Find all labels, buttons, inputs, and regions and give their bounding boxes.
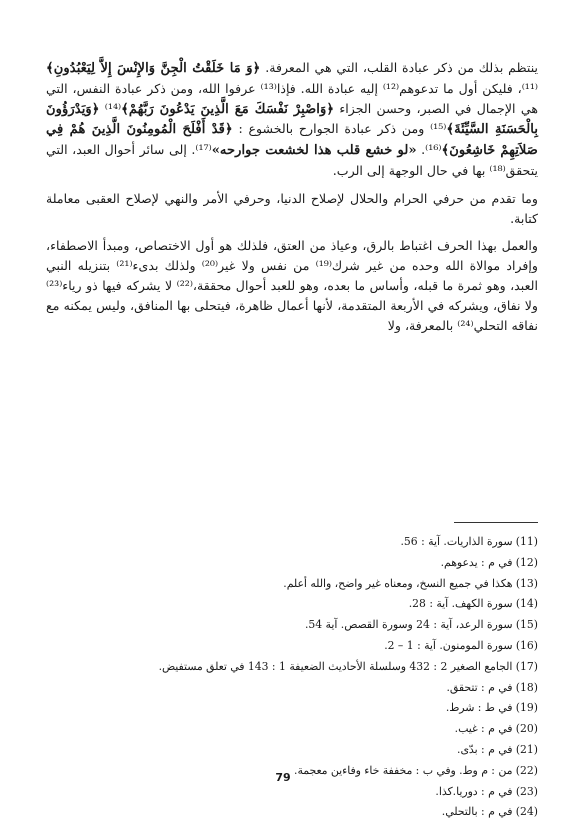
footnote-item: (22) من : م وط. وفي ب : مخففة خاء وفاءين معجمة.	[294, 763, 538, 777]
text-run: ⁽¹¹⁾، فليكن أول ما تدعوهم⁽¹²⁾ إليه عبادة الله. فإذا⁽¹³⁾ عرفوا الله، ومن ذكر عبادة النفس، التي هي الإجمال في الصبر، وحسن الجزاء	[46, 80, 538, 116]
footnote-item: (11) سورة الذاريات. آية : 56.	[400, 535, 538, 548]
quran-verse: ﴿قَدْ أَفْلَحَ الْمُومِنُونَ الَّذِينَ هُمْ فِي صَلاَتِهِمْ خَاشِعُونَ﴾	[46, 122, 539, 159]
quran-verse: ﴿وَيَدْرَؤُونَ بِالْحَسَنَةِ السَّيِّئَةَ﴾	[46, 101, 538, 138]
footnote-item: (23) في م : دوريا.كذا.	[435, 784, 538, 798]
paragraph-1	[46, 58, 538, 181]
footnote-item: (12) في م : يدعوهم.	[440, 555, 538, 569]
footnote-item: (15) سورة الرعد، آية : 24 وسورة القصص. آية 54.	[304, 618, 538, 632]
page-number: 79	[275, 771, 291, 784]
footnote-separator	[454, 522, 538, 523]
hadith-quote: «لو خشع قلب هذا لخشعت جوارحه»	[211, 143, 417, 159]
text-run: ⁽¹⁴⁾	[99, 100, 122, 116]
footnote-item: (18) في م : تتحقق.	[446, 680, 538, 694]
footnote-item: (21) في م : بدّى.	[457, 742, 538, 756]
footnote-item: (24) في م : بالتحلي.	[441, 805, 538, 819]
footnote-item: (19) في ط : شرط.	[445, 701, 538, 715]
quran-verse: ﴿وَاصْبِرْ نَفْسَكَ مَعَ الَّذِينَ يَدْعُونَ رَبَّهُمْ﴾	[121, 101, 335, 117]
footnote-item: (16) سورة المومنون. آية : 1 – 2.	[384, 638, 538, 652]
text-run: ⁽¹⁶⁾.	[416, 142, 442, 158]
text-run: ⁽¹⁵⁾ ومن ذكر عبادة الجوارح بالخشوع :	[232, 121, 447, 137]
paragraph-2: وما تقدم من حرفي الحرام والحلال لإصلاح الدنيا، وحرفي الأمر والنهي لإصلاح العقبى معاملة كتابة.	[46, 190, 538, 226]
footnote-item: (20) في م : غيب.	[454, 722, 538, 736]
text-run: ينتظم بذلك من ذكر عبادة القلب، التي هي المعرفة.	[260, 60, 539, 75]
quran-verse: ﴿وَ مَا خَلَقْتُ الْجِنَّ وَالإِنْسَ إِلاَّ لِيَعْبُدُونِ﴾	[46, 61, 261, 76]
footnote-item: (17) الجامع الصغير 2 : 432 وسلسلة الأحاديث الضعيفة 1 : 143 في تعلق مستفيض.	[158, 659, 538, 673]
text-run: ⁽¹⁷⁾. إلى سائر أحوال العبد، التي يتحقق⁽¹⁸⁾ بها في حال الوجهة إلى الرب.	[46, 142, 538, 178]
main-text	[46, 58, 538, 343]
footnote-item: (14) سورة الكهف. آية : 28.	[408, 597, 538, 611]
paragraph-3: والعمل بهذا الحرف اغتباط بالرق، وعياذ من العتق، فلذلك هو أول الاختصاص، ومبدأ الاصطفاء، وإفراد موالاة الله وحده من غير شرك⁽¹⁹⁾ من نفس ولا غير⁽²⁰⁾ ولذلك بدىء⁽²¹⁾ بتنزيله النبي العبد، وهو ثمرة ما قبله، وأساس ما بعده، وهو للعبد أحوال محققة،⁽²²⁾ لا يشركه فيها ذو رياء⁽²³⁾ ولا نفاق، ويشركه في الأربعة المتقدمة، لأنها أعمال ظاهرة، فيتحلى بها المنافق، وليس يمكنه مع نفاقه التحلي⁽²⁴⁾ بالمعرفة، ولا	[46, 238, 539, 333]
footnote-item: (13) هكذا في جميع النسخ، ومعناه غير واضح، والله أعلم.	[283, 576, 538, 590]
